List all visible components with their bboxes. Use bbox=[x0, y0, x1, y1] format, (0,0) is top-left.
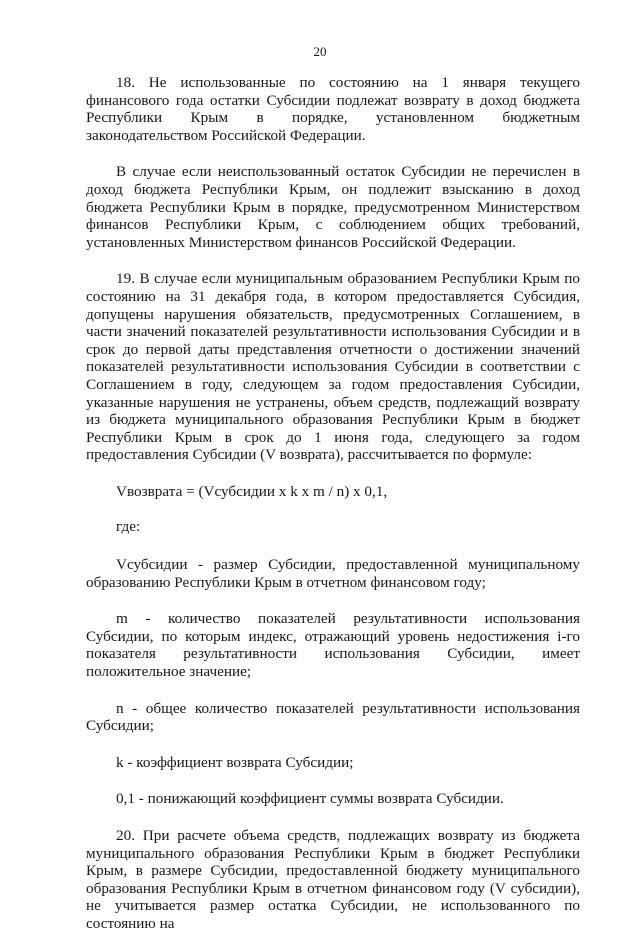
page-number: 20 bbox=[313, 44, 327, 59]
definition-n: n - общее количество показателей результативности использования Субсидии; bbox=[86, 699, 580, 735]
definition-m: m - количество показателей результативности использования Субсидии, по которым индекс, отражающий уровень недостижения i-го показателя результативности использования Субсидии, имеет положительное значение; bbox=[86, 610, 580, 681]
document-body bbox=[86, 74, 580, 933]
definition-vsubsidy: Vсубсидии - размер Субсидии, предоставленной муниципальному образованию Республики Крым в отчетном финансовом году; bbox=[86, 556, 580, 591]
paragraph-20: 20. При расчете объема средств, подлежащих возврату из бюджета муниципального образования Республики Крым в бюджет Республики Крым, в размере Субсидии, предоставленной бюджету муниципального образования Республики Крым в отчетном финансовом году (V субсидии), не учитывается размер остатка Субсидии, не использованного по состоянию на bbox=[86, 827, 580, 932]
paragraph-19: 19. В случае если муниципальным образованием Республики Крым по состоянию на 31 декабря года, в котором предоставляется Субсидия, допущены нарушения обязательств, предусмотренных Соглашением, в части значений показателей результативности использования Субсидии и в срок до первой даты представления отчетности о достижении значений показателей результативности использования Субсидии в соответствии с Соглашением в году, следующем за годом предоставления Субсидии, указанные нарушения не устранены, объем средств, подлежащий возврату из бюджета муниципального образования Республики Крым в бюджет Республики Крым в срок до 1 июня года, следующего за годом предоставления Субсидии (V возврата), рассчитывается по формуле: bbox=[86, 270, 580, 464]
definition-k: k - коэффициент возврата Субсидии; bbox=[116, 753, 354, 771]
where-label: где: bbox=[116, 518, 141, 536]
paragraph-unused-remainder: В случае если неиспользованный остаток Субсидии не перечислен в доход бюджета Республики Крым, он подлежит взысканию в доход бюджета Республики Крым в порядке, предусмотренном Министерством финансов Республики Крым, с соблюдением общих требований, установленных Министерством финансов Российской Федерации. bbox=[86, 163, 580, 251]
formula: Vвозврата = (Vсубсидии х k х m / n) х 0,1, bbox=[116, 482, 388, 500]
paragraph-18: 18. Не использованные по состоянию на 1 января текущего финансового года остатки Субсидии подлежат возврату в доход бюджета Республики Крым в порядке, установленном бюджетным законодательством Российской Федерации. bbox=[86, 74, 580, 144]
definition-coefficient: 0,1 - понижающий коэффициент суммы возврата Субсидии. bbox=[116, 790, 504, 808]
